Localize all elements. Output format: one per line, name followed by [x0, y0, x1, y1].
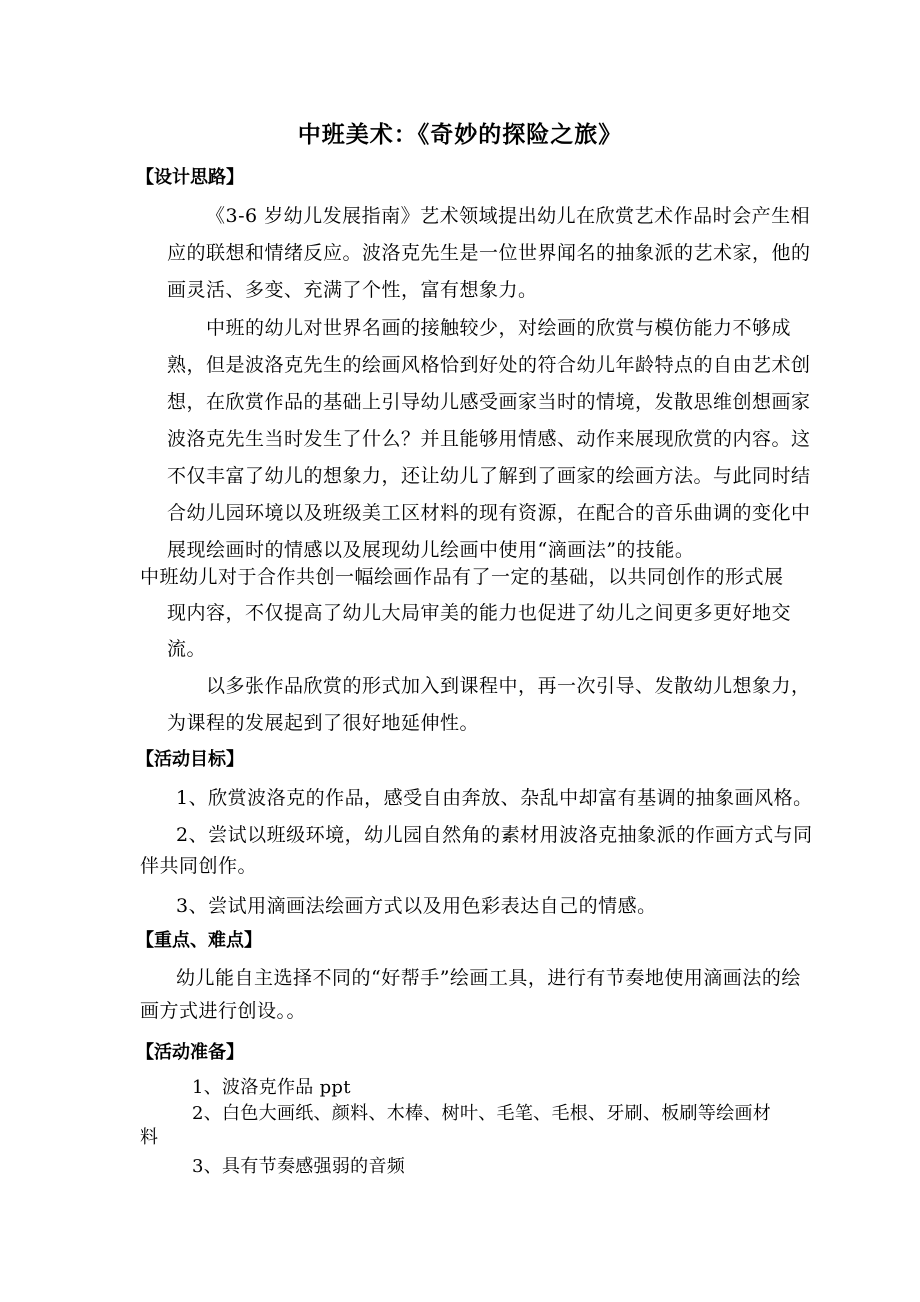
- design-line-6: 想，在欣赏作品的基础上引导幼儿感受画家当时的情境，发散思维创想画家: [167, 391, 811, 413]
- prep-line-1: 1、波洛克作品 ppt: [192, 1077, 351, 1098]
- design-line-5: 熟，但是波洛克先生的绘画风格恰到好处的符合幼儿年龄特点的自由艺术创: [167, 354, 811, 376]
- design-line-2: 应的联想和情绪反应。波洛克先生是一位世界闻名的抽象派的艺术家，他的: [167, 242, 811, 264]
- goal-line-2: 2、尝试以班级环境，幼儿园自然角的素材用波洛克抽象派的作画方式与同: [176, 824, 813, 846]
- design-line-10: 展现绘画时的情感以及展现幼儿绘画中使用“滴画法”的技能。: [167, 539, 695, 561]
- design-line-13: 流。: [167, 638, 207, 660]
- goal-line-4: 3、尝试用滴画法绘画方式以及用色彩表达自己的情感。: [176, 895, 657, 917]
- keypoint-line-1: 幼儿能自主选择不同的“好帮手”绘画工具，进行有节奏地使用滴画法的绘: [176, 967, 801, 989]
- prep-line-4: 3、具有节奏感强弱的音频: [192, 1156, 406, 1177]
- section-heading-keypoints: 【重点、难点】: [136, 930, 262, 951]
- design-line-9: 合幼儿园环境以及班级美工区材料的现有资源，在配合的音乐曲调的变化中: [167, 502, 811, 524]
- keypoint-line-2: 画方式进行创设。。: [140, 1000, 307, 1022]
- design-line-14: 以多张作品欣赏的形式加入到课程中，再一次引导、发散幼儿想象力，: [206, 675, 811, 697]
- prep-line-2: 2、白色大画纸、颜料、木棒、树叶、毛笔、毛根、牙刷、板刷等绘画材: [192, 1103, 772, 1124]
- design-line-7: 波洛克先生当时发生了什么？并且能够用情感、动作来展现欣赏的内容。这: [167, 428, 811, 450]
- design-line-12: 现内容，不仅提高了幼儿大局审美的能力也促进了幼儿之间更多更好地交: [167, 602, 792, 624]
- design-line-15: 为课程的发展起到了很好地延伸性。: [167, 712, 480, 734]
- goal-line-1: 1、欣赏波洛克的作品，感受自由奔放、杂乱中却富有基调的抽象画风格。: [176, 787, 813, 809]
- section-heading-goals: 【活动目标】: [136, 749, 244, 770]
- design-line-1: 《3-6 岁幼儿发展指南》艺术领域提出幼儿在欣赏艺术作品时会产生相: [206, 205, 811, 227]
- design-line-4: 中班的幼儿对世界名画的接触较少，对绘画的欣赏与模仿能力不够成: [206, 317, 792, 339]
- design-line-8: 不仅丰富了幼儿的想象力，还让幼儿了解到了画家的绘画方法。与此同时结: [167, 465, 811, 487]
- design-line-3: 画灵活、多变、充满了个性，富有想象力。: [167, 279, 538, 301]
- section-heading-prep: 【活动准备】: [136, 1042, 244, 1063]
- document-title: 中班美术：《奇妙的探险之旅》: [297, 122, 623, 148]
- design-line-11: 中班幼儿对于合作共创一幅绘画作品有了一定的基础，以共同创作的形式展: [140, 566, 784, 588]
- prep-line-3: 料: [140, 1127, 159, 1148]
- goal-line-3: 伴共同创作。: [140, 855, 258, 877]
- section-heading-design: 【设计思路】: [136, 167, 244, 188]
